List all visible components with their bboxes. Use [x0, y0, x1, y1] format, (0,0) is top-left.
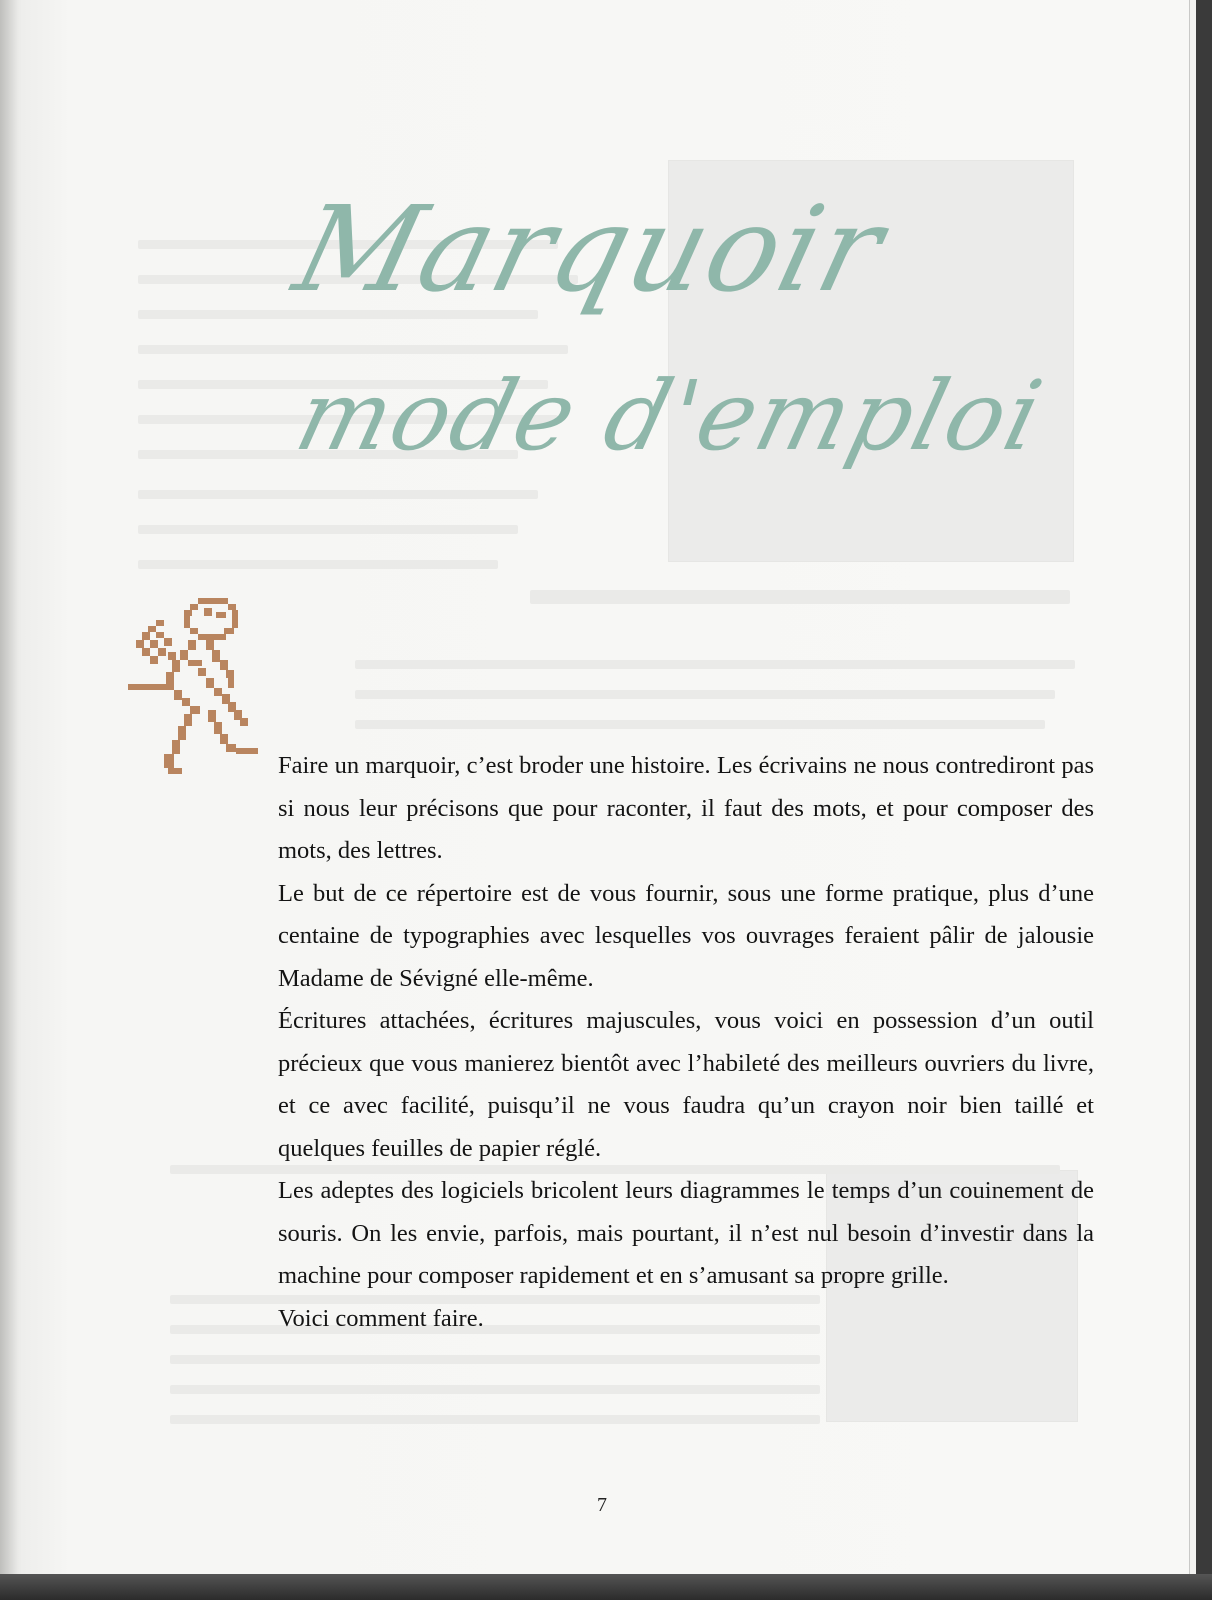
body-text	[278, 745, 1094, 1340]
title-line-1: Marquoir	[282, 180, 898, 318]
bleed-through-line	[170, 1415, 820, 1424]
bleed-through-line	[355, 660, 1075, 669]
page-number: 7	[597, 1494, 607, 1516]
bleed-through-line	[530, 590, 1070, 604]
bleed-through-line	[355, 720, 1045, 729]
page-edge	[1189, 0, 1196, 1574]
paragraph: Écritures attachées, écritures majuscules, vous voici en possession d’un outil précieux que vous manierez bientôt avec l’habileté des meilleurs ouvriers du livre, et ce avec facilité, puisqu’il ne vous faudra qu’un crayon noir bien taillé et quelques feuilles de papier réglé.	[278, 1007, 1094, 1162]
bleed-through-line	[138, 490, 538, 499]
paragraph: Voici comment faire.	[278, 1304, 484, 1332]
fold-shadow	[0, 0, 18, 1574]
bleed-through-line	[170, 1385, 820, 1394]
title-line-2: mode d'emploi	[286, 360, 1054, 472]
bleed-through-line	[170, 1355, 820, 1364]
bleed-through-line	[355, 690, 1055, 699]
paragraph: Les adeptes des logiciels bricolent leurs diagrammes le temps d’un couinement de souris. On les envie, parfois, mais pourtant, il n’est nul besoin d’investir dans la machine pour composer rapidement et en s’amusant sa propre grille.	[278, 1177, 1094, 1289]
bleed-through-line	[138, 560, 498, 569]
bleed-through-line	[138, 525, 518, 534]
paragraph: Faire un marquoir, c’est broder une histoire. Les écrivains ne nous contrediront pas si nous leur précisons que pour raconter, il faut des mots, et pour composer des mots, des lettres.	[278, 752, 1094, 864]
cross-stitch-cherub-icon	[128, 598, 258, 778]
paragraph: Le but de ce répertoire est de vous fournir, sous une forme pratique, plus d’une centaine de typographies avec lesquelles vos ouvrages feraient pâlir de jalousie Madame de Sévigné elle-même.	[278, 879, 1094, 992]
scan-bottom-edge	[0, 1574, 1212, 1600]
bleed-through-line	[138, 345, 568, 354]
